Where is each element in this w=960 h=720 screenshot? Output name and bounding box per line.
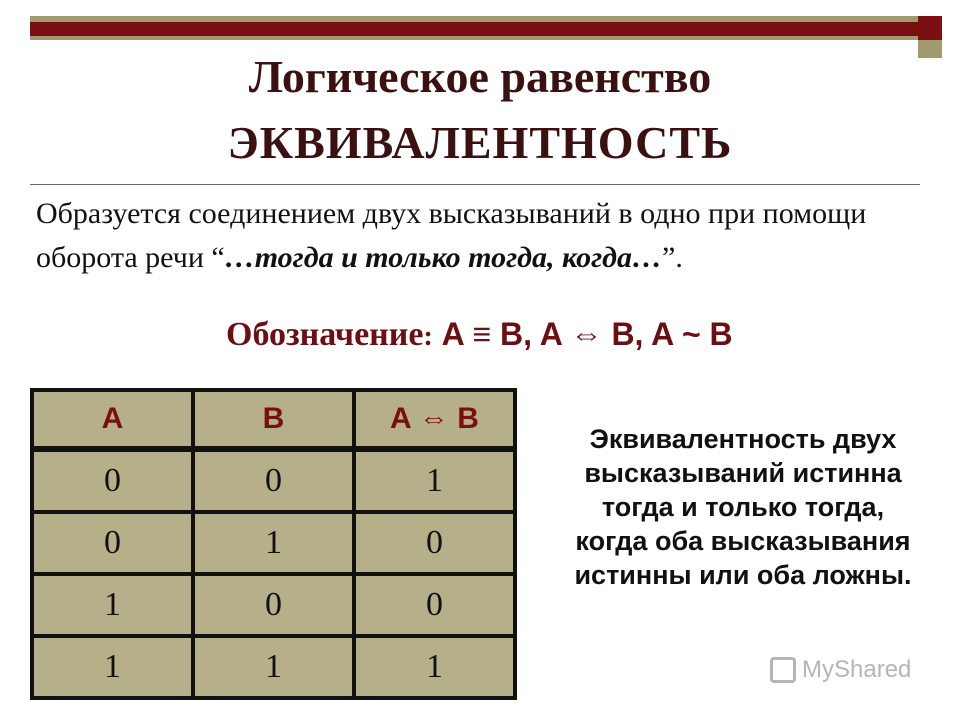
table-cell: 0 — [193, 449, 354, 512]
table-cell: 1 — [32, 636, 193, 698]
side-note: Эквивалентность двух высказываний истинна тогда и только тогда, когда оба высказывания истинны или оба ложны. — [574, 424, 912, 590]
watermark-text: MyShared — [802, 656, 912, 683]
table-cell: 1 — [354, 636, 515, 698]
corner-square — [918, 16, 942, 40]
notation-colon: : — [423, 321, 433, 352]
table-cell: 1 — [32, 574, 193, 636]
header-a-equiv-b: A ⇔ B — [354, 390, 515, 449]
notation-formula-equiv: A ≡ B, — [432, 316, 533, 352]
table-row — [32, 636, 515, 698]
slide-subtitle: ЭКВИВАЛЕНТНОСТЬ — [227, 117, 733, 168]
table-cell: 1 — [193, 636, 354, 698]
table-cell: 0 — [193, 574, 354, 636]
notation-label: Обозначение — [226, 316, 424, 353]
table-cell: 1 — [354, 449, 515, 512]
table-header-row — [32, 390, 515, 449]
watermark — [770, 656, 911, 684]
definition-end: ”. — [662, 241, 683, 274]
definition-paragraph — [36, 192, 916, 280]
table-cell: 0 — [354, 574, 515, 636]
table-cell: 0 — [32, 512, 193, 574]
top-decor-accent — [30, 22, 918, 36]
header-b: B — [193, 390, 354, 449]
table-cell: 1 — [193, 512, 354, 574]
definition-text: Образуется соединением двух высказываний в одно при помощи оборота речи “ — [36, 197, 867, 274]
header-a: A — [32, 390, 193, 449]
notation-formula-tilde: A ~ B — [643, 316, 733, 352]
table-row — [32, 449, 515, 512]
table-row — [32, 574, 515, 636]
presentation-icon — [770, 657, 796, 683]
slide-title: Логическое равенство — [248, 51, 712, 102]
table-cell: 0 — [32, 449, 193, 512]
truth-table — [30, 388, 517, 700]
title-divider — [30, 184, 920, 185]
notation-line — [226, 316, 733, 354]
table-cell: 0 — [354, 512, 515, 574]
notation-formula-arrow: A ⇔ B, — [532, 316, 644, 352]
definition-emphasis: …тогда и только тогда, когда… — [224, 241, 663, 274]
table-row — [32, 512, 515, 574]
